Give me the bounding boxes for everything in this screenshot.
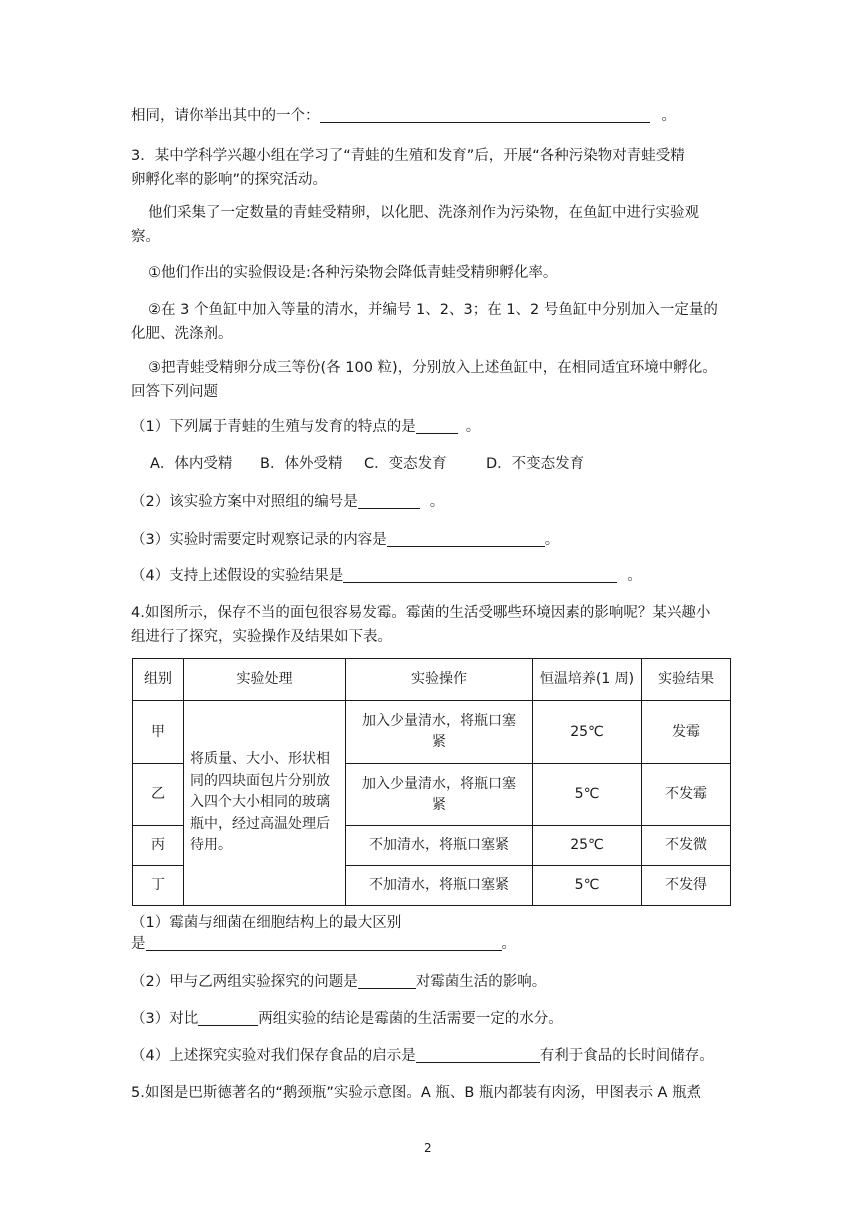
page-number: 2 bbox=[424, 1141, 432, 1155]
q3-sub3-text: （3）实验时需要定时观察记录的内容是 bbox=[131, 532, 387, 548]
header-result: 实验结果 bbox=[642, 659, 731, 701]
option-b[interactable]: B．体外受精 bbox=[260, 456, 343, 472]
q3-sub4-blank[interactable] bbox=[343, 566, 617, 583]
q4-intro-line2: 组进行了探究，实验操作及结果如下表。 bbox=[131, 629, 392, 645]
q4-sub4 bbox=[131, 1046, 714, 1066]
q3-intro-line1: 3．某中学科学兴趣小组在学习了“青蛙的生殖和发育”后，开展“各种污染物对青蛙受精 bbox=[131, 148, 685, 164]
group-cell: 乙 bbox=[133, 764, 184, 826]
header-incubation: 恒温培养(1 周) bbox=[533, 659, 642, 701]
temperature-cell: 5℃ bbox=[533, 866, 642, 906]
operation-cell bbox=[346, 764, 533, 826]
q5-intro-line1: 5.如图是巴斯德著名的“鹅颈瓶”实验示意图。A 瓶、B 瓶内都装有肉汤，甲图表示 A 瓶煮 bbox=[131, 1085, 702, 1101]
q3-sub3 bbox=[131, 530, 559, 550]
q3-sub3-blank[interactable] bbox=[387, 530, 545, 547]
q3-sub1-end: 。 bbox=[465, 419, 481, 435]
group-cell: 丙 bbox=[133, 826, 184, 866]
q4-intro-line1: 4.如图所示，保存不当的面包很容易发霉。霉菌的生活受哪些环境因素的影响呢？某兴趣小 bbox=[131, 605, 711, 621]
table-header-row bbox=[133, 659, 731, 701]
q3-step2-line1: ②在 3 个鱼缸中加入等量的清水，并编号 1、2、3；在 1、2 号鱼缸中分别加入一定量的 bbox=[148, 302, 718, 318]
q3-intro-line2: 卵孵化率的影响”的探究活动。 bbox=[131, 172, 328, 188]
q3-sub3-end: 。 bbox=[544, 532, 560, 548]
q3-step3-line2: 回答下列问题 bbox=[131, 384, 218, 400]
q4-sub2-blank[interactable] bbox=[358, 972, 416, 989]
operation-text-cont: 紧 bbox=[432, 796, 446, 813]
q4-sub3 bbox=[131, 1009, 563, 1029]
header-group: 组别 bbox=[133, 659, 184, 701]
q4-sub4-text: （4）上述探究实验对我们保存食品的启示是 bbox=[131, 1048, 416, 1064]
q3-sub4-text: （4）支持上述假设的实验结果是 bbox=[131, 568, 344, 584]
temperature-cell: 25℃ bbox=[533, 701, 642, 764]
operation-text: 加入少量清水，将瓶口塞 bbox=[362, 713, 516, 729]
q4-sub4-text-cont: 有利于食品的长时间储存。 bbox=[539, 1048, 714, 1064]
q4-sub2 bbox=[131, 972, 546, 992]
option-a[interactable]: A．体内受精 bbox=[150, 456, 233, 472]
q2-tail-end: 。 bbox=[661, 108, 676, 124]
q3-step3-line1: ③把青蛙受精卵分成三等份(各 100 粒)，分别放入上述鱼缸中，在相同适宜环境中孵化。 bbox=[148, 360, 717, 376]
q3-para1-line2: 察。 bbox=[131, 229, 160, 245]
q4-sub1-blank[interactable] bbox=[146, 934, 502, 951]
q4-sub2-text: （2）甲与乙两组实验探究的问题是 bbox=[131, 974, 358, 990]
q2-tail-text: 相同，请你举出其中的一个： bbox=[131, 108, 320, 124]
group-cell: 丁 bbox=[133, 866, 184, 906]
q4-sub4-blank[interactable] bbox=[416, 1046, 540, 1063]
temperature-cell: 5℃ bbox=[533, 764, 642, 826]
group-cell: 甲 bbox=[133, 701, 184, 764]
q3-sub1-text: （1）下列属于青蛙的生殖与发育的特点的是 bbox=[131, 419, 416, 435]
temperature-cell: 25℃ bbox=[533, 826, 642, 866]
q4-sub1-line1: （1）霉菌与细菌在细胞结构上的最大区别 bbox=[131, 915, 402, 931]
q3-options bbox=[150, 454, 584, 474]
option-d[interactable]: D．不变态发育 bbox=[486, 456, 585, 472]
table-row bbox=[133, 701, 731, 764]
q3-sub2 bbox=[131, 492, 444, 512]
q3-sub1-blank[interactable] bbox=[416, 417, 458, 434]
q4-sub1-line2 bbox=[131, 934, 516, 954]
experiment-table bbox=[132, 658, 731, 906]
q4-sub3-text: （3）对比 bbox=[131, 1011, 199, 1027]
header-processing: 实验处理 bbox=[184, 659, 346, 701]
q3-para1-line1: 他们采集了一定数量的青蛙受精卵，以化肥、洗涤剂作为污染物，在鱼缸中进行实验观 bbox=[148, 205, 699, 221]
result-cell: 不发得 bbox=[642, 866, 731, 906]
q2-answer-blank[interactable] bbox=[320, 106, 650, 123]
operation-text-cont: 紧 bbox=[432, 734, 446, 750]
result-cell: 不发霉 bbox=[642, 764, 731, 826]
q3-step1: ①他们作出的实验假设是:各种污染物会降低青蛙受精卵孵化率。 bbox=[148, 265, 558, 281]
q3-sub2-end: 。 bbox=[429, 494, 445, 510]
q3-sub2-text: （2）该实验方案中对照组的编号是 bbox=[131, 494, 358, 510]
operation-cell: 不加清水，将瓶口塞紧 bbox=[346, 826, 533, 866]
q3-sub4 bbox=[131, 566, 642, 586]
q3-step2-line2: 化肥、洗涤剂。 bbox=[131, 326, 233, 342]
q2-tail-line bbox=[131, 106, 676, 126]
operation-cell: 不加清水，将瓶口塞紧 bbox=[346, 866, 533, 906]
header-operation: 实验操作 bbox=[346, 659, 533, 701]
processing-cell: 将质量、大小、形状相同的四块面包片分别放入四个大小相同的玻璃瓶中，经过高温处理后待用。 bbox=[184, 701, 346, 906]
result-cell: 发霉 bbox=[642, 701, 731, 764]
q3-sub4-end: 。 bbox=[627, 568, 642, 584]
operation-text: 加入少量清水，将瓶口塞 bbox=[362, 775, 516, 792]
option-c[interactable]: C．变态发育 bbox=[364, 456, 447, 472]
q4-sub3-blank[interactable] bbox=[198, 1009, 258, 1026]
q3-sub1 bbox=[131, 417, 480, 437]
result-cell: 不发微 bbox=[642, 826, 731, 866]
q4-sub3-text-cont: 两组实验的结论是霉菌的生活需要一定的水分。 bbox=[258, 1011, 563, 1027]
operation-cell bbox=[346, 701, 533, 764]
q4-sub1-end: 。 bbox=[501, 936, 516, 952]
q4-sub1-prefix: 是 bbox=[131, 936, 146, 952]
q4-sub2-text-cont: 对霉菌生活的影响。 bbox=[415, 974, 547, 990]
q3-sub2-blank[interactable] bbox=[358, 492, 420, 509]
